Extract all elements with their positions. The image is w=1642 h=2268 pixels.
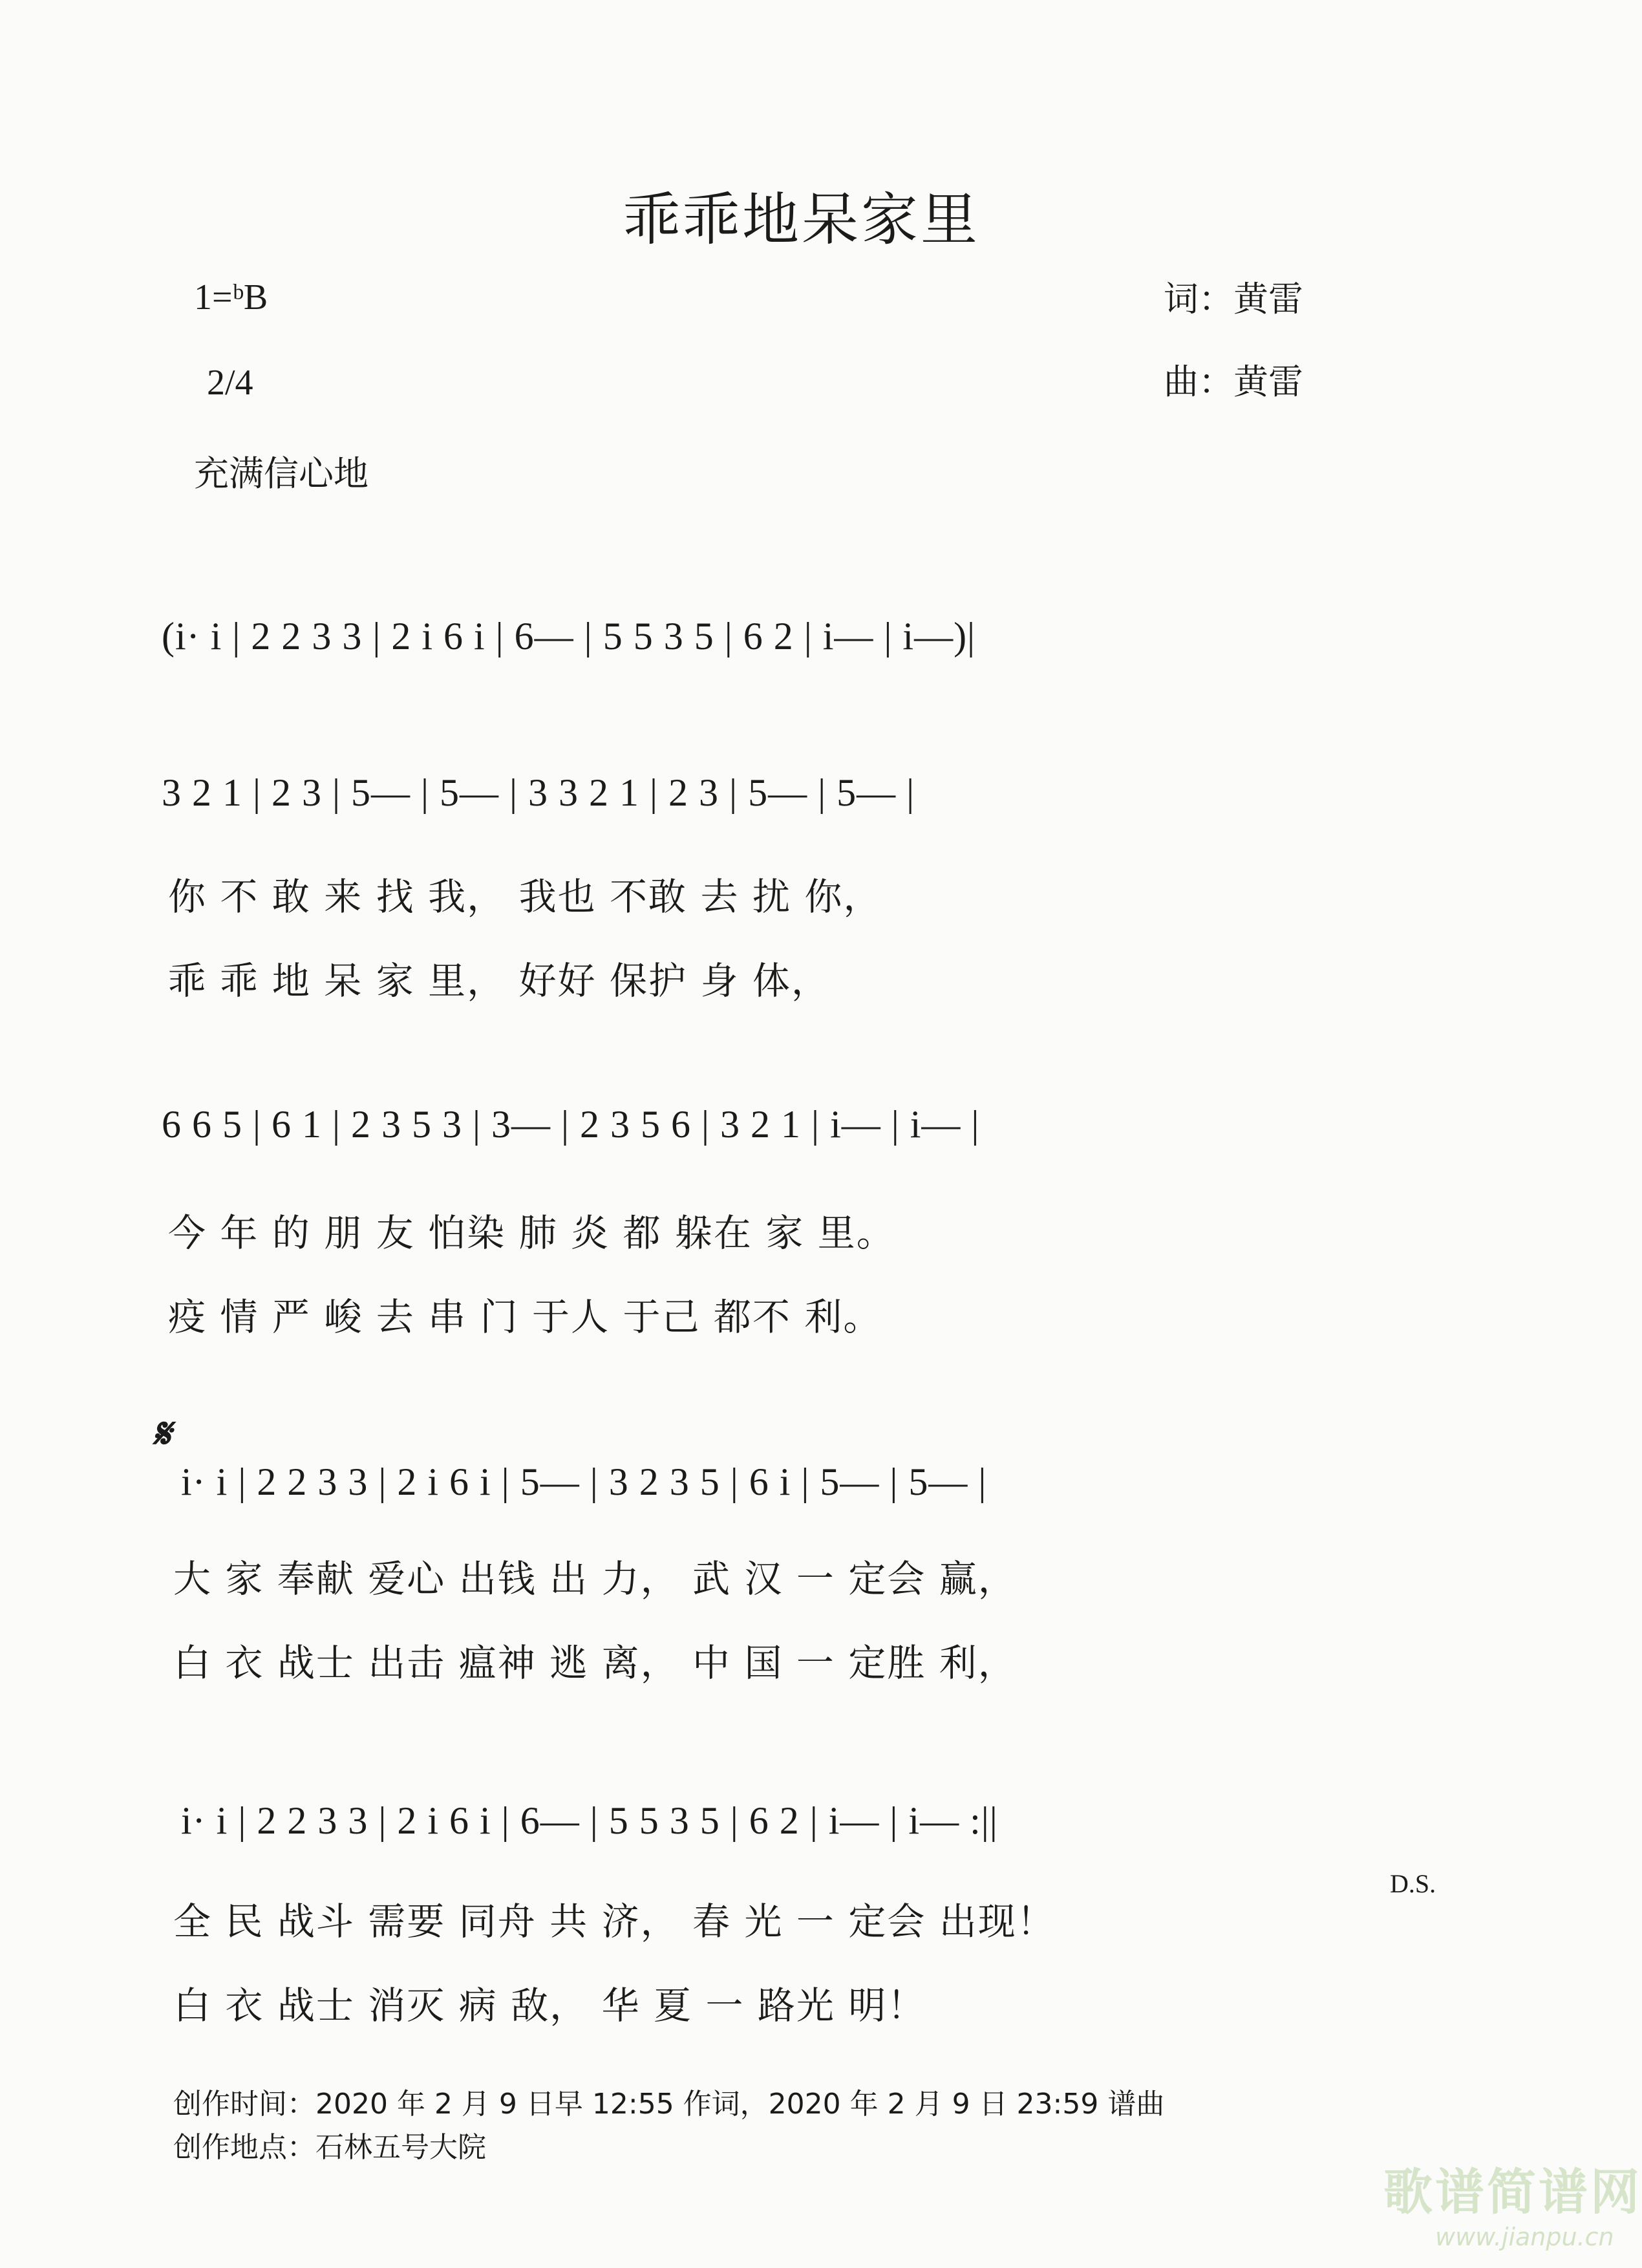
notation-system-5: i· i | 2 2 3 3 | 2 i 6 i | 6— | 5 5 3 5 | 6 2 | i— | i— :|| [181, 1799, 998, 1842]
lyrics-verse-2-line-4: 白 衣 战士 消灭 病 敌， 华 夏 一 路光 明！ [173, 1984, 926, 2027]
song-title: 乖乖地呆家里 [623, 186, 980, 253]
composer-credit: 曲：黄雷 [1164, 361, 1303, 402]
time-signature: 2/4 [207, 363, 253, 403]
site-watermark-url: www.jianpu.cn [1435, 2223, 1614, 2251]
notation-system-4: i· i | 2 2 3 3 | 2 i 6 i | 5— | 3 2 3 5 | 6 i | 5— | 5— | [181, 1460, 987, 1503]
lyrics-verse-1-line-4: 全 民 战斗 需要 同舟 共 济， 春 光 一 定会 出现！ [173, 1899, 1056, 1943]
creation-place-note: 创作地点：石林五号大院 [173, 2131, 486, 2164]
notation-system-1: (i· i | 2 2 3 3 | 2 i 6 i | 6— | 5 5 3 5 | 6 2 | i— | i—)| [162, 615, 976, 658]
lyrics-verse-1-line-2: 今 年 的 朋 友 怕染 肺 炎 都 躲在 家 里。 [168, 1211, 895, 1255]
lyricist-credit: 词：黄雷 [1164, 279, 1303, 319]
lyrics-verse-1-line-1: 你 不 敢 来 找 我， 我也 不敢 去 扰 你， [168, 875, 882, 919]
lyrics-verse-1-line-3: 大 家 奉献 爱心 出钱 出 力， 武 汉 一 定会 赢， [173, 1557, 1017, 1601]
key-signature: 1=ᵇB [194, 277, 268, 317]
site-watermark: 歌谱简谱网 [1383, 2163, 1642, 2221]
notation-system-3: 6 6 5 | 6 1 | 2 3 5 3 | 3— | 2 3 5 6 | 3 2 1 | i— | i— | [162, 1103, 980, 1146]
lyrics-verse-2-line-1: 乖 乖 地 呆 家 里， 好好 保护 身 体， [168, 959, 830, 1003]
lyrics-verse-2-line-3: 白 衣 战士 出击 瘟神 逃 离， 中 国 一 定胜 利， [173, 1641, 1017, 1685]
lyrics-verse-2-line-2: 疫 情 严 峻 去 串 门 于人 于己 都不 利。 [168, 1295, 882, 1339]
creation-time-note: 创作时间：2020 年 2 月 9 日早 12:55 作词，2020 年 2 月 9 日 23:59 谱曲 [173, 2088, 1165, 2121]
notation-system-2: 3 2 1 | 2 3 | 5— | 5— | 3 3 2 1 | 2 3 | 5— | 5— | [162, 771, 915, 814]
expression-marking: 充满信心地 [194, 453, 368, 494]
dal-segno-mark: D.S. [1390, 1869, 1436, 1898]
segno-sign: 𝄋 [153, 1409, 171, 1458]
